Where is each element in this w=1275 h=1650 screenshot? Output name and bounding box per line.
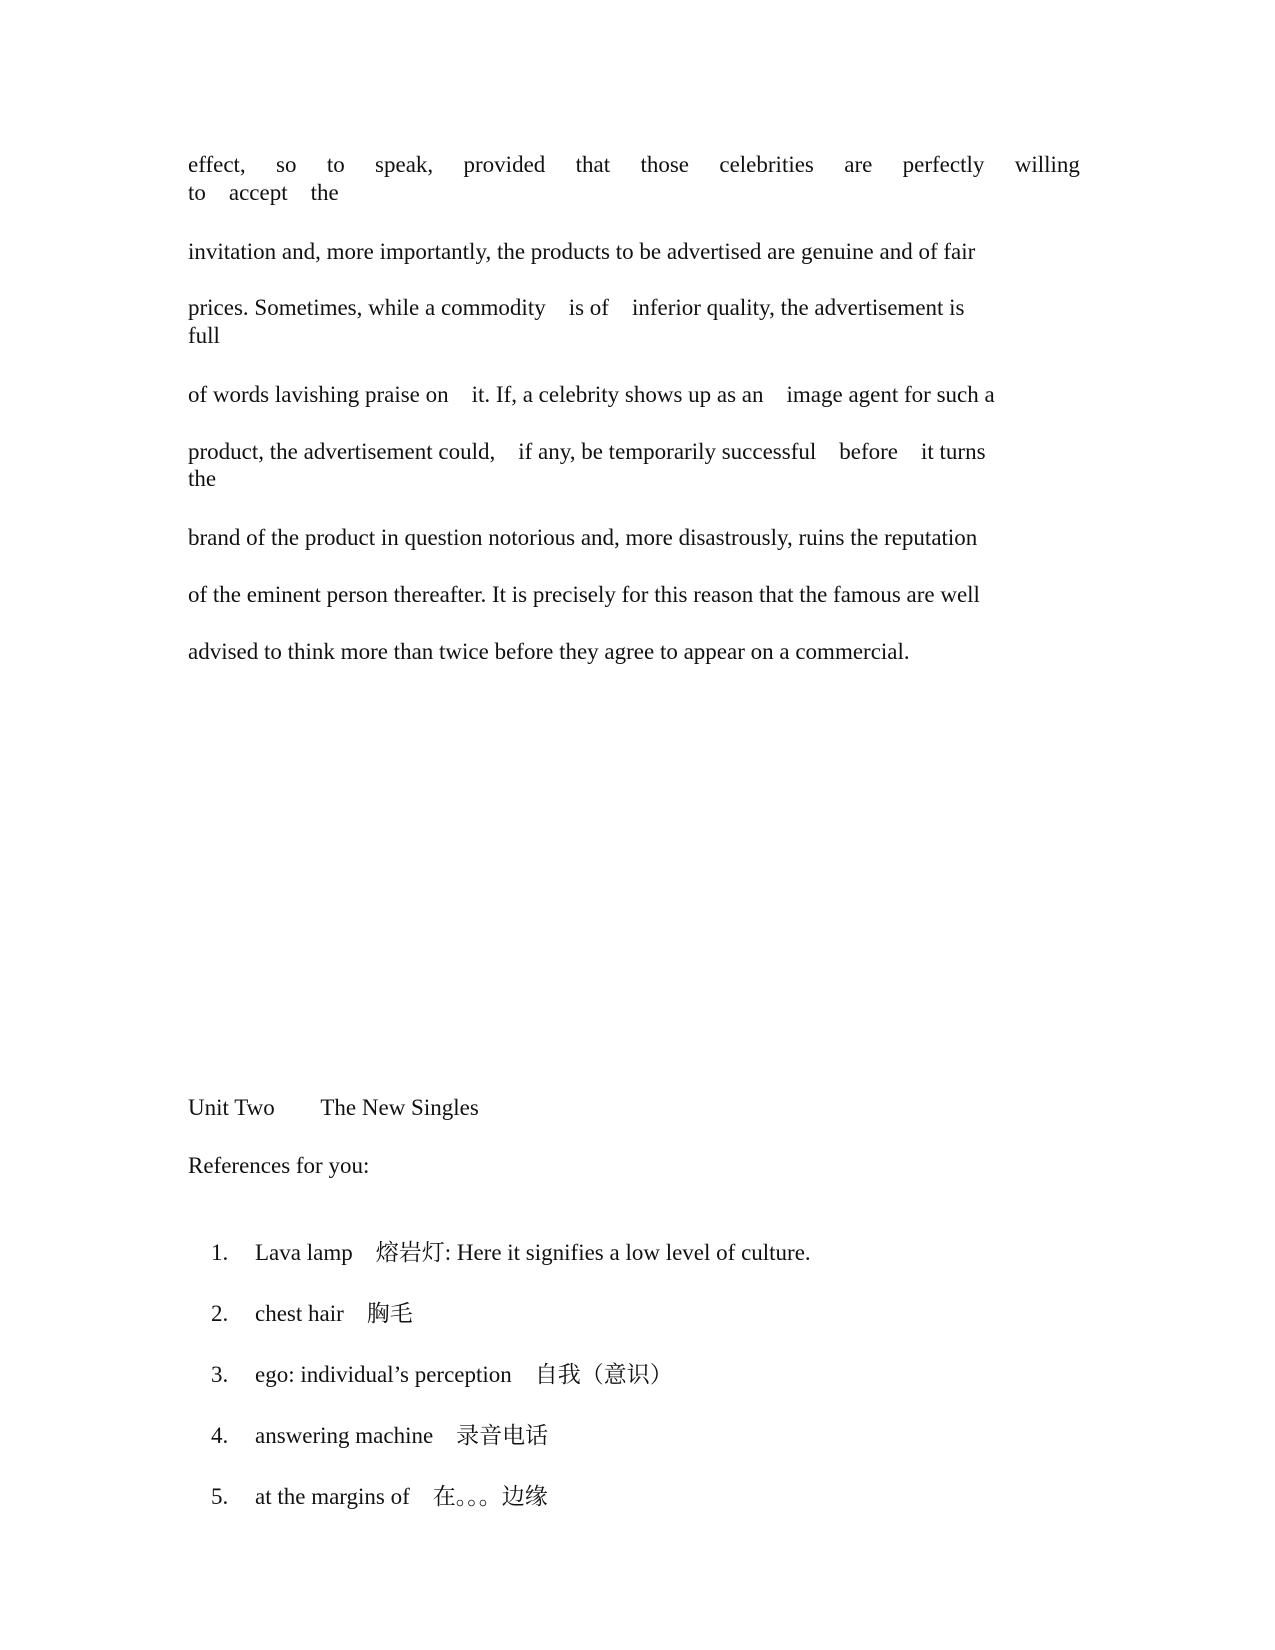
word: those bbox=[640, 152, 690, 177]
list-number: 3. bbox=[211, 1362, 229, 1387]
paragraph-line-1 bbox=[188, 151, 1080, 179]
word: perfectly bbox=[902, 152, 985, 177]
paragraph-line-8: advised to think more than twice before they agree to appear on a commercial. bbox=[188, 639, 910, 664]
word: speak, bbox=[375, 152, 434, 177]
unit-heading: Unit Two The New Singles bbox=[188, 1095, 479, 1120]
word: celebrities bbox=[719, 152, 814, 177]
paragraph-line-5b: the bbox=[188, 466, 217, 491]
list-number: 5. bbox=[211, 1484, 229, 1509]
paragraph-line-3: prices. Sometimes, while a commodity is of inferior quality, the advertisement is bbox=[188, 295, 965, 320]
word: to bbox=[326, 152, 345, 177]
word: provided bbox=[463, 152, 546, 177]
list-number: 2. bbox=[211, 1301, 229, 1326]
paragraph-line-5: product, the advertisement could, if any, be temporarily successful before it turns bbox=[188, 439, 986, 464]
word: effect, bbox=[188, 152, 246, 177]
paragraph-line-4: of words lavishing praise on it. If, a celebrity shows up as an image agent for such a bbox=[188, 382, 995, 407]
list-text: Lava lamp 熔岩灯: Here it signifies a low level of culture. bbox=[255, 1240, 811, 1265]
word: willing bbox=[1014, 152, 1080, 177]
paragraph-line-2: invitation and, more importantly, the products to be advertised are genuine and of fair bbox=[188, 239, 976, 264]
references-label: References for you: bbox=[188, 1153, 370, 1178]
list-number: 4. bbox=[211, 1423, 229, 1448]
word: that bbox=[575, 152, 611, 177]
list-text: ego: individual’s perception 自我（意识） bbox=[255, 1362, 673, 1387]
paragraph-line-7: of the eminent person thereafter. It is precisely for this reason that the famous are well bbox=[188, 582, 980, 607]
list-text: answering machine 录音电话 bbox=[255, 1423, 549, 1448]
list-number: 1. bbox=[211, 1240, 229, 1265]
word: so bbox=[276, 152, 297, 177]
list-text: chest hair 胸毛 bbox=[255, 1301, 413, 1326]
paragraph-line-6: brand of the product in question notorious and, more disastrously, ruins the reputation bbox=[188, 525, 978, 550]
list-text: at the margins of 在。。。边缘 bbox=[255, 1484, 548, 1509]
word: are bbox=[844, 152, 873, 177]
list-item bbox=[188, 1455, 548, 1539]
paragraph-line-1b: to accept the bbox=[188, 180, 339, 205]
paragraph-line-3b: full bbox=[188, 323, 220, 348]
